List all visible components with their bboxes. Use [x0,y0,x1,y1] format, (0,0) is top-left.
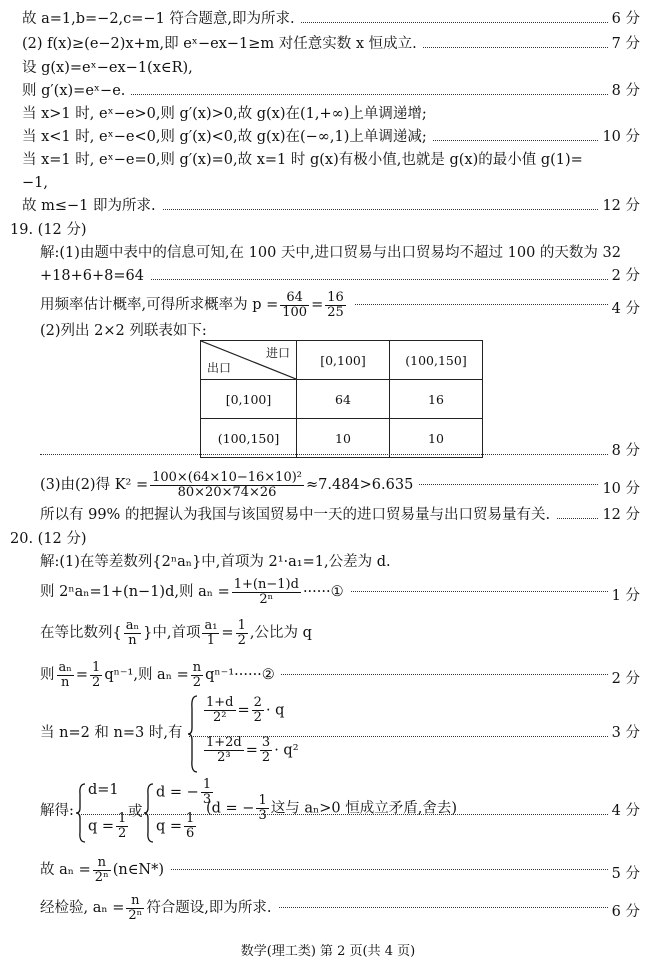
table-row-header: [0,100] [201,380,297,419]
score: 6 分 [608,897,640,927]
table-row [201,380,483,419]
score: 12 分 [598,504,640,526]
table-row-header: (100,150] [201,419,297,458]
line-increasing: 当 x>1 时, eˣ−e>0,则 g′(x)>0,故 g(x)在(1,+∞)上单调递增; [22,106,427,122]
line-conclusion-m: 故 m≤−1 即为所求. 12 分 [22,195,640,217]
line-derivative: 则 g′(x)=eˣ−e. 8 分 [22,80,640,102]
line-inequality: (2) f(x)≥(e−2)x+m,即 eˣ−ex−1≥m 对任意实数 x 恒成立. 7 分 [22,33,640,55]
fraction: $\frac{\text{a₁}}{1}$ [204,617,218,648]
score: 2 分 [608,265,640,287]
line-q20-solve: 解得: 4 分 [40,800,640,822]
line-decreasing: 当 x<1 时, eˣ−e<0,则 g′(x)<0,故 g(x)在(−∞,1)上单调递减; 10 分 [22,126,640,148]
line-minimum: 当 x=1 时, eˣ−e=0,则 g′(x)=0,故 x=1 时 g(x)有极小值,也就是 g(x)的最小值 g(1)= [22,152,583,168]
score: 1 分 [608,581,640,611]
question-19-header: 19. (12 分) [10,222,87,238]
score: 10 分 [598,474,640,504]
fraction: $\frac{64}{100}$ [282,289,308,320]
line-q19-chi-square: (3)由(2)得 K² = $\frac{\text{100×(64×10−16×10)²}}{80\times 20\times 74\times 26}$ ≈7.484>6.635 10 分 [40,470,640,500]
score: 4 分 [608,294,640,324]
table-col-header: [0,100] [297,341,390,380]
question-20-header: 20. (12 分) [10,531,87,547]
score: 8 分 [608,440,640,462]
line-q19-conclusion: 所以有 99% 的把握认为我国与该国贸易中一天的进口贸易量与出口贸易量有关. 12 分 [40,504,640,526]
brace-icon [144,782,154,844]
brace-icon [188,694,198,774]
solution-system: d=1 q = $\frac{1}{2}$ 或 d = − $\frac{1}{3}$ q = $\frac{1}{6}$ (d = − $\frac{1}{3}$ 这与 aₙ>0 恒成立矛盾,舍去) [76,778,476,848]
table-corner-cell: 进口 出口 [201,341,297,380]
line-q20-an-2: 则 $\frac{\text{aₙ}}{n}$ = $\frac{1}{2}$ qⁿ⁻¹,则 aₙ = $\frac{n}{2}$ qⁿ⁻¹······② 2 分 [40,660,640,690]
score: 8 分 [608,80,640,102]
fraction: $\frac{n}{\text{2ⁿ}}$ [94,854,109,885]
score: 2 分 [608,664,640,694]
table-col-header: (100,150] [390,341,483,380]
line-q20-system: 当 n=2 和 n=3 时,有 3 分 [40,722,640,744]
score: 5 分 [608,859,640,889]
fraction: $\frac{1}{2}$ [92,659,101,690]
line-q19-probability: 用频率估计概率,可得所求概率为 p = $\frac{64}{100}$ = $\frac{16}{25}$ 4 分 [40,290,640,320]
line-conclusion-abc: 故 a=1,b=−2,c=−1 符合题意,即为所求. 6 分 [22,8,640,30]
fraction: $\frac{\text{aₙ}}{n}$ [125,617,140,648]
score: 10 分 [598,126,640,148]
fraction: $\frac{\text{100×(64×10−16×10)²}}{80\times 20\times 74\times 26}$ [152,469,302,500]
line-table-score [40,440,640,462]
line-q19-part1: 解:(1)由题中表中的信息可知,在 100 天中,进口贸易与出口贸易均不超过 100 的天数为 32 [40,245,621,261]
page-footer: 数学(理工类) 第 2 页(共 4 页) [240,944,416,959]
fraction: $\frac{1+(n-1)d}{\text{2ⁿ}}$ [233,576,299,607]
score: 6 分 [608,8,640,30]
fraction: $\frac{n}{2}$ [192,659,202,690]
score: 4 分 [608,800,640,822]
fraction: $\frac{16}{25}$ [327,289,344,320]
line-q20-an-1: 则 2ⁿaₙ=1+(n−1)d,则 aₙ = $\frac{1+(n-1)d}{\text{2ⁿ}}$ ······① 1 分 [40,577,640,607]
score: 12 分 [598,195,640,217]
brace-icon [76,782,86,844]
line-q20-result: 故 aₙ = $\frac{n}{\text{2ⁿ}}$ (n∈N*) 5 分 [40,855,640,885]
fraction: $\frac{\text{aₙ}}{n}$ [58,659,72,690]
line-q19-sum: +18+6+8=64 2 分 [40,265,640,287]
table-cell: 16 [390,380,483,419]
line-q20-arithmetic: 解:(1)在等差数列{2ⁿaₙ}中,首项为 2¹·a₁=1,公差为 d. [40,554,391,570]
fraction: $\frac{1}{2}$ [237,617,246,648]
line-q20-verify: 经检验, aₙ = $\frac{n}{\text{2ⁿ}}$ 符合题设,即为所求. 6 分 [40,893,640,923]
line-q20-geometric: 在等比数列{ $\frac{\text{aₙ}}{n}$ }中,首项 $\frac{\text{a₁}}{1}$ = $\frac{1}{2}$ ,公比为 q [40,617,312,648]
line-q19-part2: (2)列出 2×2 列联表如下: [40,323,207,339]
line-define-g: 设 g(x)=eˣ−ex−1(x∈R), [22,60,193,76]
table-cell: 64 [297,380,390,419]
score: 3 分 [608,722,640,744]
table-cell: 10 [390,419,483,458]
fraction: $\frac{n}{\text{2ⁿ}}$ [128,892,143,923]
score: 7 分 [608,33,640,55]
table-cell: 10 [297,419,390,458]
line-minimum-cont: −1, [22,175,48,191]
